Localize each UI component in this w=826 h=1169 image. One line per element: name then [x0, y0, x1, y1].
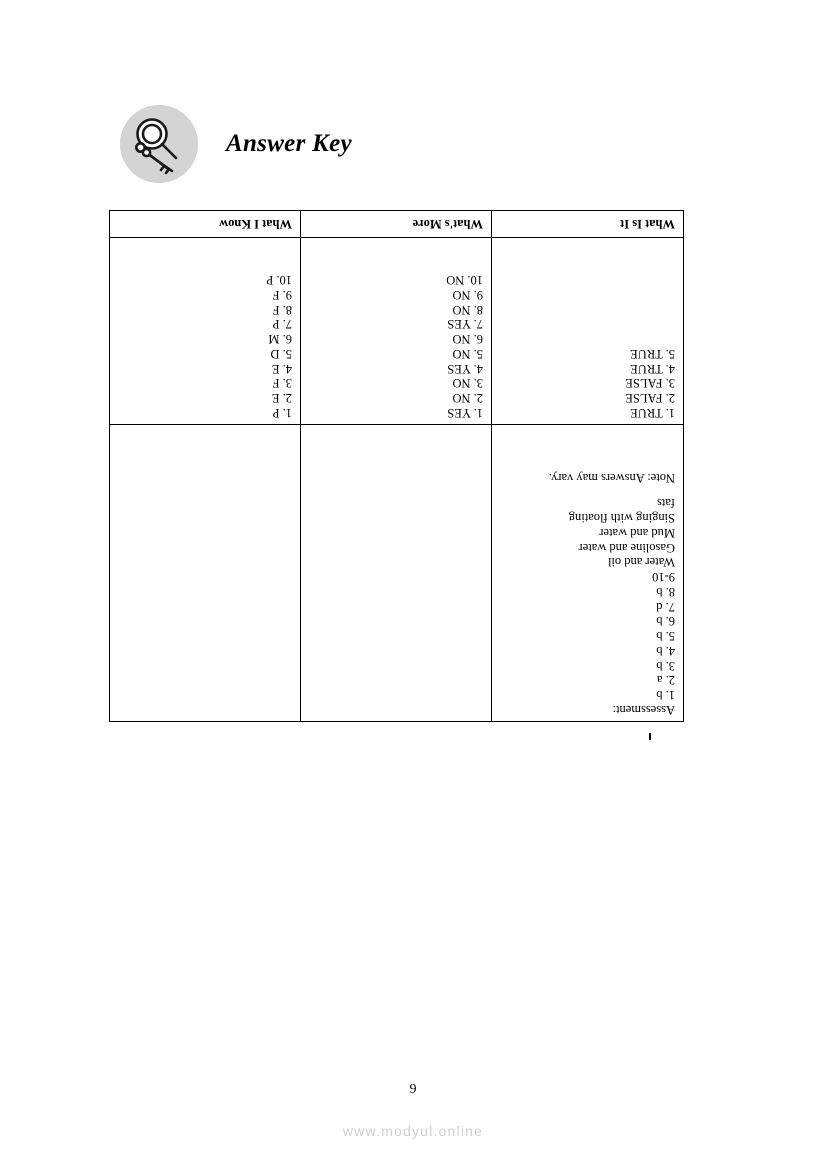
list-item: 3. NO	[452, 376, 483, 391]
list-item: 5. NO	[452, 347, 483, 361]
list-item: 5. TRUE	[630, 347, 675, 361]
list-item: Singing with floating	[568, 511, 675, 526]
magnifier-keys-icon	[120, 105, 198, 183]
list-item: 9-10	[652, 570, 675, 585]
list-item: Gasoline and water	[578, 540, 675, 555]
page-number: 9	[409, 1082, 417, 1097]
column-header-what-is-it: What Is It	[492, 211, 684, 238]
assessment-free-response	[500, 496, 675, 570]
list-item: 3. FALSE	[625, 376, 675, 391]
answer-list	[118, 273, 292, 421]
list-item: 8. b	[656, 585, 675, 599]
empty-cell-middle	[301, 425, 492, 722]
list-item: 6. M	[268, 332, 292, 347]
list-item: 8. F	[272, 302, 292, 317]
list-item: 10. P	[266, 273, 292, 288]
column-header-whats-more: What's More	[301, 211, 492, 238]
list-item: 1. YES	[447, 406, 483, 420]
whats-more-answers	[301, 238, 492, 425]
answer-key-table	[109, 210, 684, 722]
list-item: 4. b	[656, 644, 675, 658]
column-header-what-i-know: What I Know	[110, 211, 301, 238]
answers-may-vary-note: Note: Answers may vary.	[548, 470, 675, 485]
list-item: 2. FALSE	[625, 391, 675, 406]
answer-key-header	[120, 105, 352, 183]
list-item: 2. NO	[452, 391, 483, 406]
list-item: 1. TRUE	[630, 406, 675, 420]
table-header-row	[110, 211, 684, 238]
watermark: www.modyul.online	[342, 1123, 484, 1139]
list-item: 6. NO	[452, 332, 483, 347]
list-item: fats	[656, 496, 675, 511]
list-item: 4. YES	[447, 361, 483, 376]
list-item: 2. a	[656, 673, 675, 688]
list-item: 4. E	[271, 361, 292, 376]
list-item: 7. P	[272, 317, 292, 332]
list-item: 7. YES	[447, 317, 483, 332]
stray-scan-mark	[649, 733, 651, 740]
list-item: Water and oil	[607, 555, 675, 570]
page-title: Answer Key	[226, 130, 352, 157]
table-row-answers	[110, 238, 684, 425]
what-is-it-answers	[492, 238, 684, 425]
list-item: 3. F	[272, 376, 292, 391]
list-item: 6. b	[656, 614, 675, 629]
list-item: 9. F	[272, 288, 292, 302]
what-i-know-answers	[110, 238, 301, 425]
answer-list	[500, 346, 675, 420]
empty-cell-right	[110, 425, 301, 722]
list-item: 1. P	[272, 406, 292, 420]
list-item: 10. NO	[446, 273, 483, 288]
answer-list	[309, 273, 483, 421]
assessment-label: Assessment:	[612, 703, 675, 717]
list-item: 3. b	[656, 658, 675, 673]
list-item: 5. b	[656, 629, 675, 644]
list-item: 9. NO	[452, 288, 483, 302]
list-item: 7. d	[656, 599, 675, 614]
table-row-assessment-notes	[110, 425, 684, 722]
list-item: 4. TRUE	[630, 361, 675, 376]
list-item: Mud and water	[599, 526, 675, 540]
assessment-items	[500, 570, 675, 703]
list-item: 8. NO	[452, 302, 483, 317]
answer-key-table-wrapper	[110, 217, 684, 722]
assessment-cell	[492, 425, 684, 722]
list-item: 1. b	[656, 688, 675, 703]
list-item: 2. E	[271, 391, 292, 406]
list-item: 5. D	[270, 347, 292, 361]
